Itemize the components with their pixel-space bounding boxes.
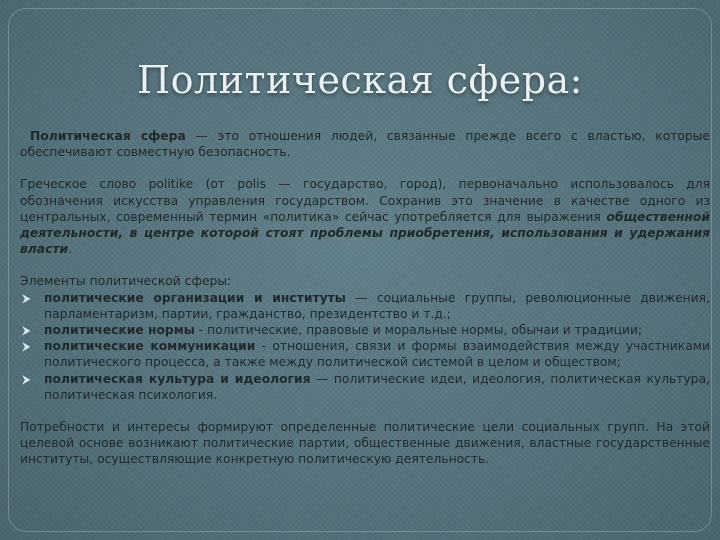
list-item-desc: - политические, правовые и моральные нормы, обычаи и традиции; <box>194 323 643 338</box>
definition-paragraph <box>20 128 710 160</box>
definition-text: — это отношения людей, связанные прежде всего с властью, которые обеспечивают совместную безопасность. <box>20 129 711 160</box>
etymology-emphasis: общественной деятельности, в центре которой стоят проблемы приобретения, использования и удержания власти <box>20 209 710 257</box>
arrow-bullet-icon: ⮞ <box>22 339 31 354</box>
list-item-term: политические коммуникации <box>44 339 256 354</box>
arrow-bullet-icon: ⮞ <box>22 290 31 305</box>
list-item <box>20 371 710 403</box>
slide-title: Политическая сфера: <box>137 58 583 102</box>
elements-list <box>20 290 710 403</box>
etymology-end: . <box>68 242 73 257</box>
list-item-desc: — социальные группы, революционные движения, парламентаризм, партии, гражданство, президентство и т.д.; <box>44 290 710 321</box>
definition-term: Политическая сфера <box>30 129 186 143</box>
slide-content <box>20 128 710 484</box>
conclusion-paragraph: Потребности и интересы формируют определенные политические цели социальных групп. На этой целевой основе возникают политические партии, общественные движения, властные государственные институты, осуществляющие конкретную политическую деятельность. <box>20 420 710 467</box>
list-item <box>20 322 710 338</box>
list-item-term: политические нормы <box>44 323 195 338</box>
etymology-text: Греческое слово politike (от polis — государство, город), первоначально использовалось для обозначения искусства управления государством. Сохранив это значение в качестве одного из центральных, современный термин «политика» сейчас употребляется для выражения <box>20 177 710 224</box>
list-item <box>20 338 710 370</box>
arrow-bullet-icon: ⮞ <box>22 371 31 386</box>
list-item-desc: - отношения, связи и формы взаимодействия между участниками политического процесса, а также между политической системой в целом и обществом; <box>44 339 710 370</box>
etymology-paragraph <box>20 176 710 257</box>
list-item-desc: — политические идеи, идеология, политическая культура, политическая психология. <box>44 371 710 402</box>
elements-label: Элементы политической сферы: <box>20 274 232 289</box>
list-item-term: политическая культура и идеология <box>44 371 311 386</box>
list-item-term: политические организации и институты <box>44 290 346 305</box>
arrow-bullet-icon: ⮞ <box>22 323 31 338</box>
list-item <box>20 290 710 322</box>
